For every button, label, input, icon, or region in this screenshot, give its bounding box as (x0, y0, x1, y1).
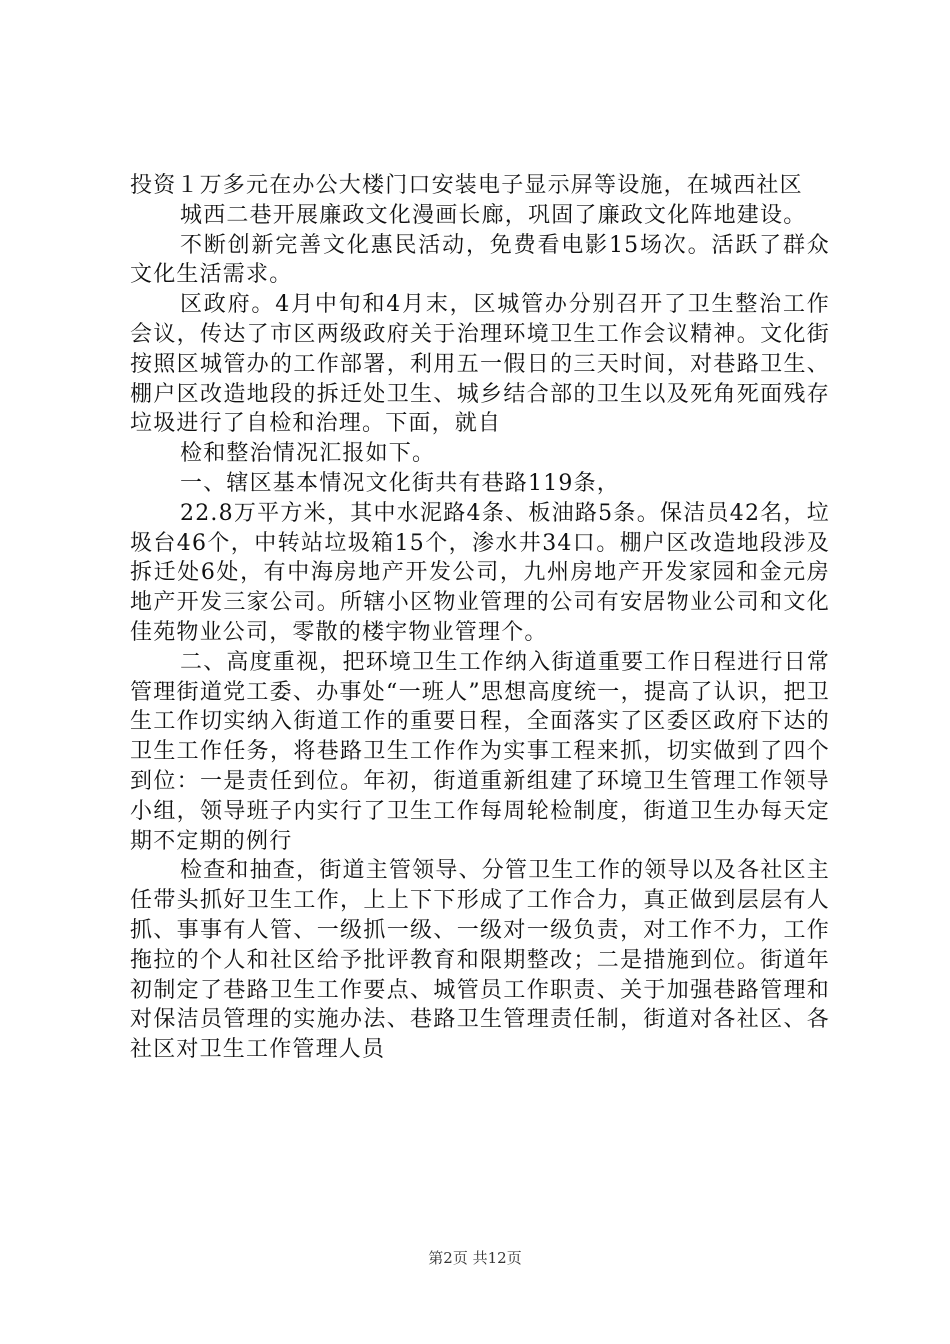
paragraph-8: 二、高度重视，把环境卫生工作纳入街道重要工作日程进行日常管理街道党工委、办事处“一班人”思想高度统一，提高了认识，把卫生工作切实纳入街道工作的重要日程，全面落实了区委区政府下达的卫生工作任务，将巷路卫生工作作为实事工程来抓，切实做到了四个到位：一是责任到位。年初，街道重新组建了环境卫生管理工作领导小组，领导班子内实行了卫生工作每周轮检制度，街道卫生办每天定期不定期的例行 (130, 649, 830, 854)
paragraph-2: 城西二巷开展廉政文化漫画长廊，巩固了廉政文化阵地建设。 (180, 202, 807, 228)
paragraph-4: 区政府。4月中旬和4月末，区城管办分别召开了卫生整治工作会议，传达了市区两级政府关于治理环境卫生工作会议精神。文化街按照区城管办的工作部署，利用五一假日的三天时间，对巷路卫生、棚户区改造地段的拆迁处卫生、城乡结合部的卫生以及死角死面残存垃圾进行了自检和治理。下面，就自 (130, 292, 830, 437)
paragraph-3: 不断创新完善文化惠民活动，免费看电影15场次。活跃了群众文化生活需求。 (130, 232, 830, 288)
paragraph-1: 投资１万多元在办公大楼门口安装电子显示屏等设施，在城西社区 (130, 173, 803, 198)
paragraph-6: 一、辖区基本情况文化街共有巷路119条， (180, 470, 620, 496)
paragraph-7: 22.8万平方米，其中水泥路4条、板油路5条。保洁员42名，垃圾台46个，中转站垃圾箱15个，渗水井34口。棚户区改造地段涉及拆迁处6处，有中海房地产开发公司，九州房地产开发家园和金元房地产开发三家公司。所辖小区物业管理的公司有安居物业公司和文化佳苑物业公司，零散的楼宇物业管理个。 (130, 500, 830, 645)
paragraph-5: 检和整治情况汇报如下。 (180, 441, 436, 467)
document-body (130, 171, 830, 1065)
paragraph-9: 检查和抽查，街道主管领导、分管卫生工作的领导以及各社区主任带头抓好卫生工作，上上下下形成了工作合力，真正做到层层有人抓、事事有人管、一级抓一级、一级对一级负责，对工作不力，工作拖拉的个人和社区给予批评教育和限期整改；二是措施到位。街道年初制定了巷路卫生工作要点、城管员工作职责、关于加强巷路管理和对保洁员管理的实施办法、巷路卫生管理责任制，街道对各社区、各社区对卫生工作管理人员 (130, 858, 830, 1063)
page-number-footer: 第2页 共12页 (428, 1249, 522, 1267)
